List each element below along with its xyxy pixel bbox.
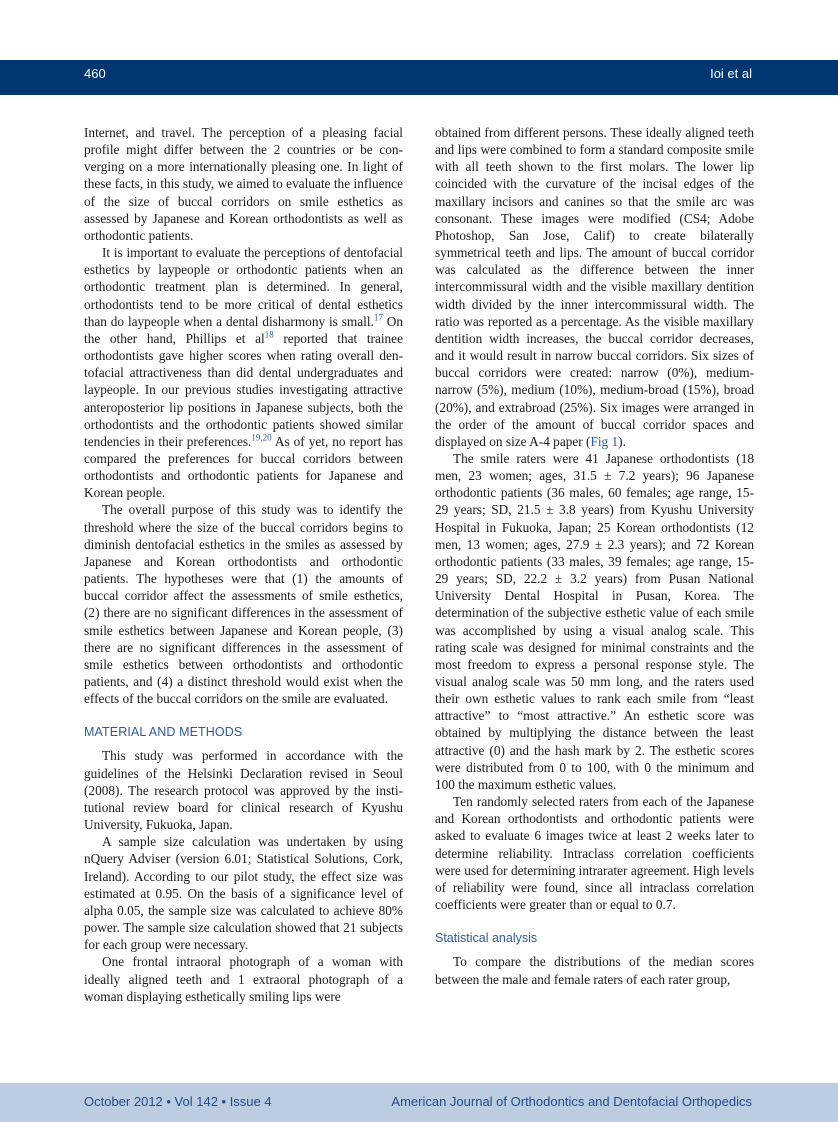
right-column <box>435 124 754 988</box>
issue-info: October 2012 • Vol 142 • Issue 4 <box>84 1094 272 1109</box>
paragraph-intro-continued: Internet, and travel. The perception of a pleasing facial profile might differ between the 2 countries or be converging on a more internationally pleasing one. In light of these facts, in this study, we aimed to evaluate the influence of the size of buccal corridors on smile esthetics as assessed by Japanese and Korean orthodontists as well as orthodontic patients. <box>84 125 403 243</box>
citation-18[interactable]: 18 <box>264 329 274 340</box>
citation-17[interactable]: 17 <box>373 312 383 323</box>
paragraph-purpose: The overall purpose of this study was to identify the threshold where the size of the buccal corridors begins to diminish dentofacial esthetics in the smiles as assessed by Japanese and Korean orthodontists and orthodontic patients. The hypotheses were that (1) the amounts of buccal corridor affect the assessments of smile esthetics, (2) there are no significant differences in the assessment of smile esthetics between Japanese and Korean people, (3) there are no significant differences in the assessment of smile esthetics between orthodontists and orthodontic patients, and (4) a distinct threshold would exist when the effects of the buccal corridors on the smile are evaluated. <box>84 502 403 707</box>
text-segment: It is important to evaluate the perceptions of dentofacial esthetics by laypeople or orthodontic patients when an orthodontic treatment plan is determined. In general, orthodontists tend to be more critical of dental esthetics than do laypeople when a dental disharmony is small. <box>84 245 403 329</box>
page-number: 460 <box>84 66 106 81</box>
footer-bar <box>0 1083 838 1122</box>
text-segment: On the other hand, Phillips et al <box>84 313 404 346</box>
text-segment: ). <box>618 433 626 449</box>
citation-19-20[interactable]: 19,20 <box>251 432 272 443</box>
running-header-bar <box>0 60 838 95</box>
section-heading-methods: MATERIAL AND METHODS <box>84 725 243 740</box>
paragraph-reliability: Ten randomly selected raters from each of the Japanese and Korean orthodontists and orthodontic patients were asked to evaluate 6 images twice at least 2 weeks later to determine reliability. Intraclass correlation coefficients were used for determining intrarater agreement. High levels of reliability were found, since all intraclass correlation coefficients were greater than or equal to 0.7. <box>435 794 754 913</box>
running-head-authors: Ioi et al <box>710 66 752 81</box>
journal-name: American Journal of Orthodontics and Dentofacial Orthopedics <box>391 1094 752 1109</box>
paragraph-image-construction <box>435 124 754 450</box>
paragraph-photographs: One frontal intraoral photograph of a woman with ideally aligned teeth and 1 extraoral photograph of a woman displaying esthetically smiling lips were <box>84 954 403 1004</box>
subsection-heading-statistical-analysis: Statistical analysis <box>435 931 538 946</box>
text-segment: As of yet, no report has compared the preferences for buccal corridors between orthodontists and orthodontic patients for Japanese and Korean people. <box>84 433 403 501</box>
paragraph-statistics: To compare the distributions of the median scores between the male and female raters of each rater group, <box>435 954 754 987</box>
figure-1-link[interactable]: Fig 1 <box>590 433 619 449</box>
text-segment: obtained from different persons. These ideally aligned teeth and lips were combined to form a standard composite smile with all teeth shown to the first molars. The lower lip coincided with the curvature of the incisal edges of the maxillary incisors and canines so that the smile arc was consonant. These images were modified (CS4; Adobe Photoshop, San Jose, Calif) to create bilaterally symmetrical teeth and lips. The amount of buccal corridor was calculated as the difference between the inner intercommissural width and the visible maxillary dentition width divided by the inner intercommissural width. The ratio was reported as a percentage. As the visible maxillary dentition width increases, the buccal corridor decreases, and it would result in narrow buccal corridors. Six sizes of buccal corridors were created: narrow (0%), medium-narrow (5%), medium (10%), medium-broad (15%), broad (20%), and extrabroad (25%). Six images were arranged in the order of the amount of buccal corridor spaces and displayed on size A-4 paper ( <box>435 125 754 449</box>
left-column <box>84 124 403 1005</box>
paragraph-sample-size: A sample size calculation was undertaken by using nQuery Adviser (version 6.01; Statistical Solutions, Cork, Ireland). According to our pilot study, the effect size was estimated at 0.95. On the basis of a significance level of alpha 0.05, the sample size was calculated to achieve 80% power. The sample size calculation showed that 21 subjects for each group were necessary. <box>84 834 403 953</box>
paragraph-perceptions <box>84 244 403 501</box>
paragraph-raters: The smile raters were 41 Japanese orthodontists (18 men, 23 women; ages, 31.5 ± 7.2 years); 96 Japanese orthodontic patients (36 males, 60 females; age range, 15-29 years; SD, 21.5 ± 3.8 years) from Kyushu University Hospital in Fukuoka, Japan; 25 Korean orthodontists (12 men, 13 women; ages, 27.9 ± 2.3 years); and 72 Korean orthodontic patients (33 males, 39 females; age range, 15-29 years; SD, 22.2 ± 3.2 years) from Pusan National University Dental Hospital in Pusan, Korea. The determination of the subjective esthetic value of each smile was accomplished by using a visual analog scale. This rating scale was designed for minimal constraints and the most freedom to express a personal response style. The visual analog scale was 50 mm long, and the raters used their own esthetic values to rank each smile from “least attractive” to “most attractive.” An esthetic score was obtained by multiplying the distance between the least attractive (0) and the hash mark by 2. The esthetic scores were distributed from 0 to 100, with 0 the minimum and 100 the maximum esthetic values. <box>435 450 754 792</box>
text-segment: reported that trainee orthodontists gave higher scores when rating overall dentofacial attractiveness than did dental undergraduates and laypeople. In our previous studies investigating attractive anteroposterior lip positions in Japanese subjects, both the orthodontists and the orthodontic patients showed similar tendencies in their preferences. <box>84 330 403 449</box>
paragraph-ethics: This study was performed in accordance with the guidelines of the Helsinki Declaration revised in Seoul (2008). The research protocol was approved by the institutional review board for clinical research of Kyushu University, Fukuoka, Japan. <box>84 748 403 833</box>
